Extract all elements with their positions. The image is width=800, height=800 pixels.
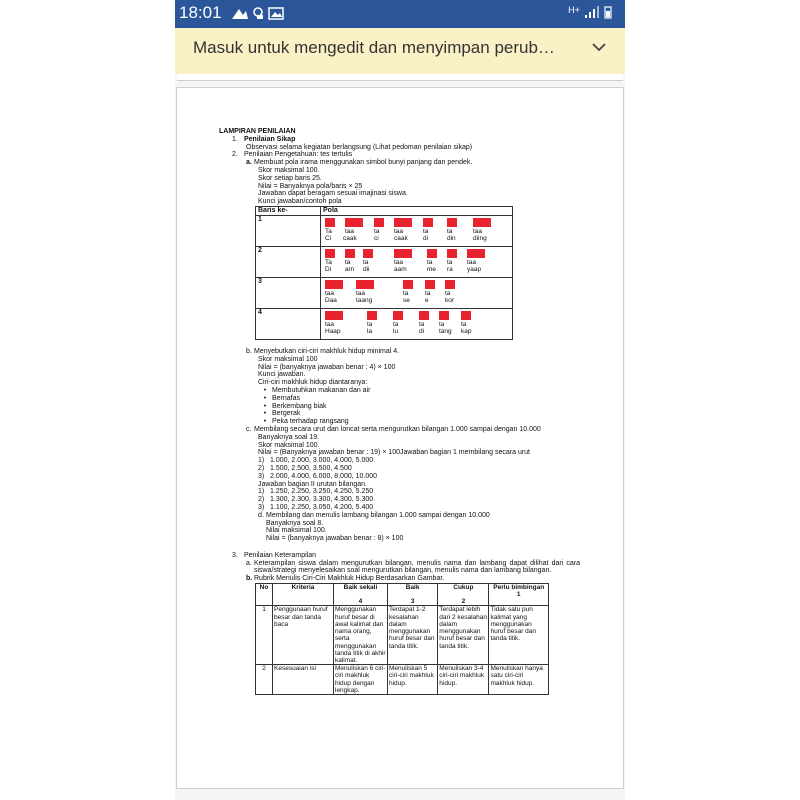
notification-icon-group — [231, 6, 287, 20]
rubric-cell: Terdapat 1-2 kesalahan dalam menggunakan huruf besar dan tanda titik. — [387, 606, 437, 665]
pola-header-pattern: Pola — [321, 206, 513, 215]
syllable: taa — [345, 227, 355, 235]
notification-icons — [231, 6, 287, 23]
syllable: taa — [394, 227, 404, 235]
lyric: kor — [445, 296, 455, 304]
lyric: aam — [394, 265, 407, 273]
syllable: ta — [393, 320, 399, 328]
short-note-block — [447, 218, 457, 227]
number-list-item: 1) 1.250, 2.250, 3.250, 4.250, 5.250 — [258, 488, 374, 496]
item-d-line: Banyaknya soal 8. — [266, 519, 324, 527]
pola-row-number: 4 — [256, 308, 321, 339]
syllable: taa — [356, 289, 366, 297]
rubric-cell: Penggunaan huruf besar dan tanda baca — [273, 606, 334, 665]
section-1-text: Observasi selama kegiatan berlangsung (Lihat pedoman penilaian sikap) — [246, 143, 473, 151]
long-note-block — [473, 218, 491, 227]
short-note-block — [325, 218, 335, 227]
status-bar — [175, 0, 625, 28]
item-a-line: Nilai = Banyaknya pola/baris × 25 — [258, 182, 363, 190]
syllable: ta — [403, 289, 409, 297]
pattern-row-2 — [323, 247, 510, 277]
syllable: ta — [345, 258, 351, 266]
syllable: ta — [461, 320, 467, 328]
pola-row-number: 2 — [256, 246, 321, 277]
pola-row-number: 3 — [256, 277, 321, 308]
long-note-block — [467, 249, 485, 258]
syllable: ta — [374, 227, 380, 235]
rubric-cell: Kesesuaian isi — [273, 665, 334, 695]
syllable: ta — [447, 227, 453, 235]
syllable: ta — [367, 320, 373, 328]
pola-header-row: Baris ke- — [256, 206, 321, 215]
pola-row-pattern — [321, 277, 513, 308]
syllable: ta — [445, 289, 451, 297]
lyric: Ci — [325, 234, 332, 242]
item-d-line: Nilai maksimal 100. — [266, 527, 327, 535]
rubric-cell: Menuliskan 5 ciri-ciri makhluk hidup. — [387, 665, 437, 695]
syllable: taa — [325, 289, 335, 297]
syllable: taa — [325, 320, 335, 328]
sign-in-message: Masuk untuk mengedit dan menyimpan perub… — [193, 38, 555, 57]
long-note-block — [356, 280, 374, 289]
syllable: Ta — [325, 258, 332, 266]
long-note-block — [345, 218, 363, 227]
lyric: ra — [447, 265, 453, 273]
bullet-item: • Membutuhkan makanan dan air — [263, 386, 371, 394]
number-list-item: 2) 1.300, 2.300, 3.300, 4.300, 5.300 — [258, 496, 374, 504]
long-note-block — [394, 218, 412, 227]
lyric: dii — [363, 265, 370, 273]
lyric: lu — [393, 327, 399, 335]
rubric-header: Baik sekali 4 — [334, 584, 388, 606]
item-a-line: Kunci jawaban/contoh pola — [258, 198, 342, 206]
pattern-row-3 — [323, 278, 510, 308]
item-d-title: d. Membilang dan menulis lambang bilangan 1.000 sampai dengan 10.000 — [258, 511, 490, 519]
rubric-header: Perlu bimbingan 1 — [489, 584, 549, 606]
rubric-cell: Terdapat lebih dari 2 kesalahan dalam menggunakan huruf besar dan tanda titik. — [438, 606, 489, 665]
short-note-block — [325, 249, 335, 258]
syllable: taa — [394, 258, 404, 266]
short-note-block — [419, 311, 429, 320]
lyric: se — [403, 296, 410, 304]
short-note-block — [427, 249, 437, 258]
lyric: tang — [439, 327, 452, 335]
syllable: ta — [427, 258, 433, 266]
syllable: Ta — [325, 227, 332, 235]
number-list-item: 3) 1.100, 2.250, 3.050, 4.200, 5.400 — [258, 503, 374, 511]
item-b-line: Nilai = (banyaknya jawaban benar : 4) × 100 — [258, 363, 396, 371]
short-note-block — [447, 249, 457, 258]
lyric: din — [447, 234, 456, 242]
lyric: yaap — [467, 265, 482, 273]
lyric: e — [425, 296, 429, 304]
number-list-item: 1) 1.000, 2.000, 3.000, 4.000, 5.000 — [258, 457, 374, 465]
rubric-cell: Menuliskan hanya satu ciri-ciri makhluk hidup. — [489, 665, 549, 695]
doc-heading: LAMPIRAN PENILAIAN — [219, 128, 296, 135]
bullet-item: • Peka terhadap rangsang — [263, 418, 349, 426]
syllable: ta — [419, 320, 425, 328]
lyric: caak — [343, 234, 357, 242]
syllable: ta — [423, 227, 429, 235]
signal-icon — [583, 5, 619, 19]
short-note-block — [345, 249, 355, 258]
item-a-line: Skor maksimal 100. — [258, 166, 320, 174]
item-c-title: c. Membilang secara urut dan loncat serta mengurutkan bilangan 1.000 sampai dengan 10.000 — [246, 425, 541, 433]
item-b-title: b. Menyebutkan ciri-ciri makhluk hidup minimal 4. — [246, 347, 400, 355]
lyric: am — [345, 265, 355, 273]
pola-row-pattern — [321, 308, 513, 339]
item-d-line: Nilai = (banyaknya jawaban benar : 8) × 100 — [266, 535, 404, 543]
lyric: me — [427, 265, 437, 273]
rubric-cell: 1 — [256, 606, 273, 665]
syllable: taa — [467, 258, 477, 266]
long-note-block — [394, 249, 412, 258]
rubric-header: Baik 3 — [387, 584, 437, 606]
previous-page-edge — [177, 74, 623, 81]
bullet-item: • Bernafas — [263, 394, 301, 402]
rubric-cell: Menuliskan 3-4 ciri-ciri makhluk hidup. — [438, 665, 489, 695]
rubric-header: Kriteria — [273, 584, 334, 606]
item-a-title: a. Membuat pola irama menggunakan simbol bunyi panjang dan pendek. — [246, 159, 473, 167]
item-a-line: Skor setiap baris 25. — [258, 174, 322, 182]
syllable: taa — [473, 227, 483, 235]
lyric: ci — [374, 234, 379, 242]
section-3b-title: b. Rubrik Menulis Ciri-Ciri Makhluk Hidup Berdasarkan Gambar. — [246, 575, 445, 583]
sign-in-banner[interactable] — [175, 28, 625, 74]
item-a-line: Jawaban dapat beragam sesuai imajinasi siswa. — [258, 190, 408, 198]
bullet-item: • Bergerak — [263, 410, 301, 418]
number-list-item: 3) 2.000, 4.000, 6.000, 8.000, 10.000 — [258, 472, 378, 480]
item-b-line: Ciri-ciri makhluk hidup diantaranya: — [258, 379, 368, 387]
short-note-block — [374, 218, 384, 227]
short-note-block — [363, 249, 373, 258]
short-note-block — [403, 280, 413, 289]
section-3a: a. Keterampilan siswa dalam mengurutkan bilangan, menulis nama dan lambang dapat dilihat dari cara siswa/strategi menyelesaikan soal mengurutkan bilangan, menulis nama dan lambang bilangan. — [246, 559, 580, 575]
syllable: ta — [363, 258, 369, 266]
section-2-title: 2. Penilaian Pengetahuan: tes tertulis — [232, 151, 353, 159]
pola-row-pattern — [321, 246, 513, 277]
pattern-row-4 — [323, 309, 510, 339]
clock: 18:01 — [179, 3, 222, 22]
section-3a-text: Keterampilan siswa dalam mengurutkan bilangan, menulis nama dan lambang dapat dilihat dari cara siswa/strategi menyelesaikan soal mengurutkan bilangan, menulis nama dan lambang bilangan. — [254, 559, 580, 575]
lyric: caak — [394, 234, 408, 242]
rhythm-pattern-table — [255, 206, 513, 340]
lyric: diing — [473, 234, 487, 242]
short-note-block — [445, 280, 455, 289]
bullet-item: • Berkembang biak — [263, 402, 327, 410]
document-page[interactable] — [177, 88, 623, 788]
phone-screen — [175, 0, 625, 800]
lyric: Di — [325, 265, 332, 273]
syllable: ta — [425, 289, 431, 297]
pola-row-number: 1 — [256, 215, 321, 246]
rubric-header: Cukup 2 — [438, 584, 489, 606]
signal-battery-icons — [568, 5, 619, 22]
section-3-title: 3. Penilaian Keterampilan — [232, 551, 316, 559]
long-note-block — [325, 280, 343, 289]
short-note-block — [425, 280, 435, 289]
section-1-title: 1. Penilaian Sikap — [232, 135, 296, 143]
rubric-cell: Menuliskan 6 ciri-ciri makhluk hidup dengan lengkap. — [335, 665, 386, 694]
lyric: Daa — [325, 296, 337, 304]
short-note-block — [367, 311, 377, 320]
item-b-line: Kunci jawaban. — [258, 371, 306, 379]
lyric: Haap — [325, 327, 341, 335]
syllable: ta — [447, 258, 453, 266]
item-b-line: Skor maksimal 100 — [258, 355, 318, 363]
rubric-header: No — [256, 584, 273, 606]
item-c-line: Skor maksimal 100. — [258, 441, 320, 449]
network-type: H+ — [568, 5, 580, 15]
rubric-table — [255, 583, 549, 695]
lyric: la — [367, 327, 373, 335]
lyric: di — [419, 327, 425, 335]
long-note-block — [325, 311, 343, 320]
lyric: taang — [356, 296, 373, 304]
lyric: di — [423, 234, 429, 242]
document-content — [219, 128, 589, 695]
short-note-block — [439, 311, 449, 320]
syllable: ta — [439, 320, 445, 328]
lyric: kap — [461, 327, 472, 335]
item-c-line: Nilai = (Banyaknya jawaban benar : 19) × 100Jawaban bagian 1 membilang secara urut — [258, 449, 531, 457]
rubric-cell: Tidak satu pun kalimat yang menggunakan huruf besar dan tanda titik. — [489, 606, 549, 665]
short-note-block — [461, 311, 471, 320]
rubric-cell: Menggunakan huruf besar di awal kalimat dan nama orang, serta menggunakan tanda titik di akhir kalimat. — [335, 606, 386, 664]
short-note-block — [393, 311, 403, 320]
short-note-block — [423, 218, 433, 227]
item-c-line: Banyaknya soal 19. — [258, 433, 320, 441]
item-c-part2-title: Jawaban bagian II urutan bilangan. — [258, 480, 367, 488]
number-list-item: 2) 1.500, 2.500, 3.500, 4.500 — [258, 464, 352, 472]
rubric-cell: 2 — [256, 665, 273, 695]
chevron-down-icon[interactable] — [591, 39, 607, 55]
pola-row-pattern — [321, 215, 513, 246]
pattern-row-1 — [323, 216, 510, 246]
